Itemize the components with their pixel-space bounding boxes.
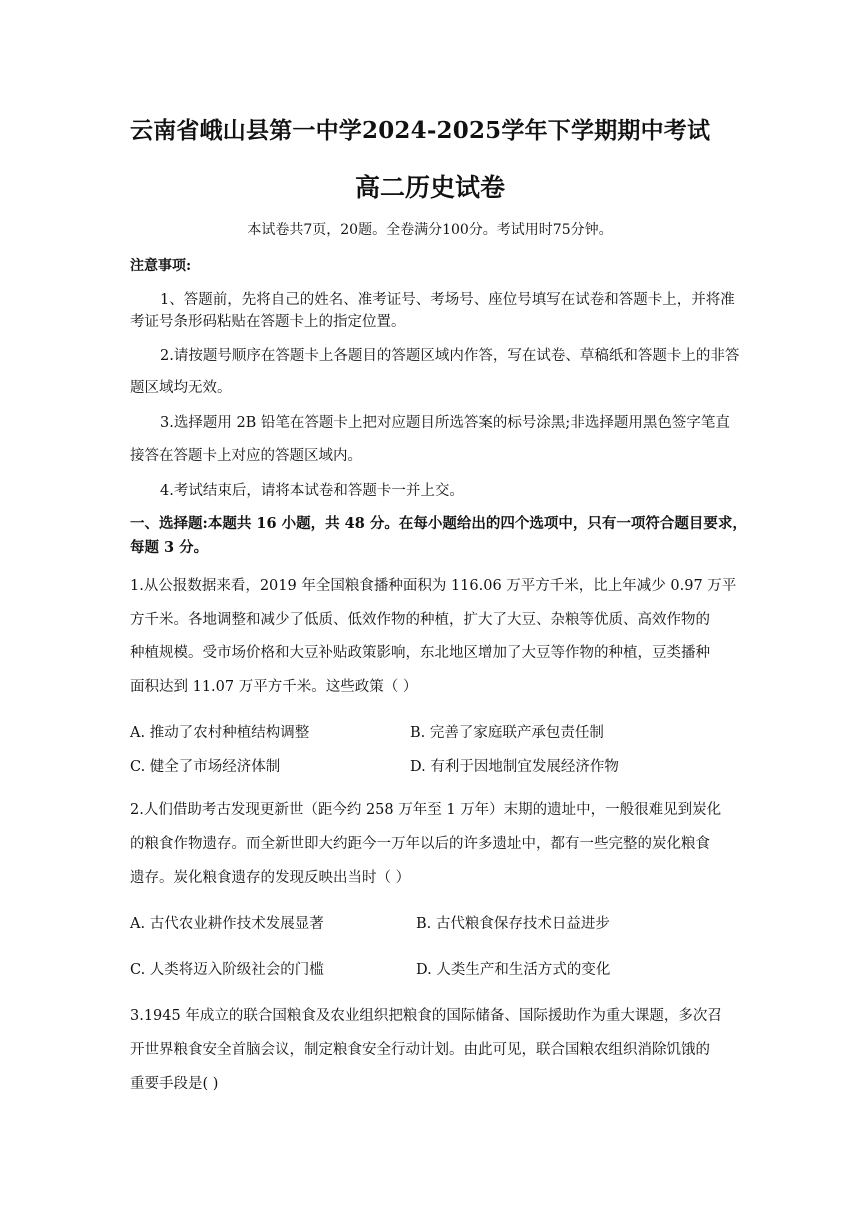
exam-info: 本试卷共7页，20题。全卷满分100分。考试用时75分钟。 (247, 222, 613, 238)
notice-item-2-line-2: 题区域均无效。 (130, 380, 232, 396)
exam-title: 云南省峨山县第一中学2024-2025学年下学期期中考试 (130, 117, 711, 144)
question-1-option-c: C. 健全了市场经济体制 (130, 759, 281, 775)
notice-item-3-line-1: 3.选择题用 2B 铅笔在答题卡上把对应题目所选答案的标号涂黑;非选择题用黑色签字笔直 (160, 415, 730, 431)
question-1-line-2: 方千米。各地调整和减少了低质、低效作物的种植，扩大了大豆、杂粮等优质、高效作物的 (130, 612, 710, 628)
question-1-option-d: D. 有利于因地制宜发展经济作物 (410, 759, 619, 775)
notice-item-3-line-2: 接答在答题卡上对应的答题区域内。 (130, 448, 362, 464)
question-2-option-d: D. 人类生产和生活方式的变化 (416, 962, 611, 978)
question-1-line-3: 种植规模。受市场价格和大豆补贴政策影响，东北地区增加了大豆等作物的种植，豆类播种 (130, 645, 710, 661)
notice-heading: 注意事项: (130, 258, 192, 274)
question-2-line-1: 2.人们借助考古发现更新世（距今约 258 万年至 1 万年）末期的遗址中，一般很难见到炭化 (130, 802, 722, 818)
question-2-option-b: B. 古代粮食保存技术日益进步 (416, 916, 610, 932)
question-2-line-3: 遗存。炭化粮食遗存的发现反映出当时（ ） (130, 870, 411, 886)
question-3-line-1: 3.1945 年成立的联合国粮食及农业组织把粮食的国际储备、国际援助作为重大课题，多次召 (130, 1008, 722, 1024)
section-1-heading-line-1: 一、选择题:本题共 16 小题，共 48 分。在每小题给出的四个选项中，只有一项符合题目要求， (130, 515, 747, 532)
question-3-line-3: 重要手段是( ) (130, 1076, 219, 1092)
notice-item-1-line-2: 考证号条形码粘贴在答题卡上的指定位置。 (130, 314, 406, 330)
notice-item-2-line-1: 2.请按题号顺序在答题卡上各题目的答题区域内作答，写在试卷、草稿纸和答题卡上的非答 (160, 348, 740, 364)
question-1-option-b: B. 完善了家庭联产承包责任制 (410, 725, 604, 741)
question-3-line-2: 开世界粮食安全首脑会议，制定粮食安全行动计划。由此可见，联合国粮农组织消除饥饿的 (130, 1042, 710, 1058)
question-1-option-a: A. 推动了农村种植结构调整 (130, 725, 310, 741)
notice-item-4: 4.考试结束后，请将本试卷和答题卡一并上交。 (160, 483, 464, 499)
notice-item-1-line-1: 1、答题前，先将自己的姓名、准考证号、考场号、座位号填写在试卷和答题卡上，并将准 (160, 292, 735, 308)
question-2-option-c: C. 人类将迈入阶级社会的门槛 (130, 962, 324, 978)
question-2-line-2: 的粮食作物遗存。而全新世即大约距今一万年以后的许多遗址中，都有一些完整的炭化粮食 (130, 836, 710, 852)
question-2-option-a: A. 古代农业耕作技术发展显著 (130, 916, 324, 932)
question-1-line-1: 1.从公报数据来看，2019 年全国粮食播种面积为 116.06 万平方千米，比上年减少 0.97 万平 (130, 578, 737, 594)
section-1-heading-line-2: 每题 3 分。 (130, 539, 209, 556)
question-1-line-4: 面积达到 11.07 万平方千米。这些政策（ ） (130, 679, 418, 695)
exam-subtitle: 高二历史试卷 (354, 173, 505, 202)
